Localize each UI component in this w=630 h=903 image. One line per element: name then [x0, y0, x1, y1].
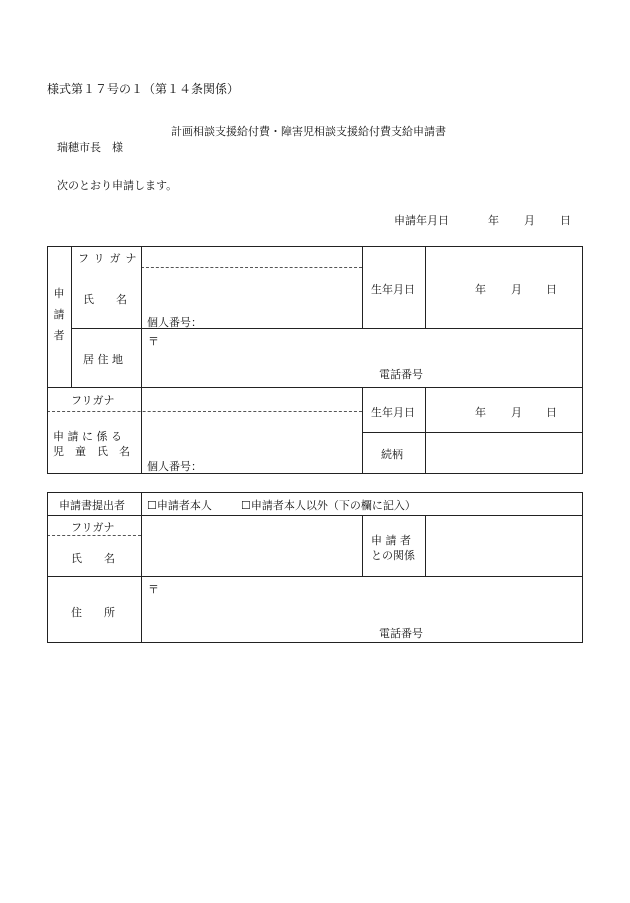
child-personal-number-label: 個人番号： [147, 460, 202, 473]
submitter-name-field[interactable] [142, 516, 361, 575]
child-dob-field[interactable] [426, 388, 581, 431]
submitter-name-label: 氏 名 [71, 552, 115, 565]
applicant-personal-number-label: 個人番号： [147, 316, 202, 329]
form-title: 計画相談支援給付費・障害児相談支援給付費支給申請書 [171, 125, 446, 138]
submitter-address-label: 住 所 [71, 606, 115, 619]
application-date-year: 年 [488, 214, 499, 227]
form-number: 様式第１７号の１（第１４条関係） [47, 82, 240, 96]
furigana-divider [47, 411, 362, 412]
applicant-phone-label: 電話番号 [379, 368, 423, 381]
applicant-dob-month: 月 [511, 283, 522, 296]
intro-text: 次のとおり申請します。 [57, 179, 178, 192]
child-dob-label: 生年月日 [371, 406, 415, 419]
applicant-furigana-field[interactable] [142, 247, 361, 266]
applicant-address-label: 居 住 地 [83, 353, 123, 366]
child-relation-field[interactable] [426, 433, 581, 472]
applicant-dob-day: 日 [546, 283, 557, 296]
table-border [47, 473, 583, 474]
application-date-day: 日 [560, 214, 571, 227]
child-dob-month: 月 [511, 406, 522, 419]
submitter-relation-field[interactable] [426, 516, 581, 575]
application-date-label: 申請年月日 [394, 214, 449, 227]
submitter-relation-label-2: との関係 [371, 549, 415, 562]
child-name-label-1: 申 請 に 係 る [53, 430, 122, 443]
applicant-postal-mark: 〒 [148, 335, 159, 348]
submitter-label: 申請書提出者 [59, 499, 125, 512]
applicant-dob-field[interactable] [426, 247, 581, 327]
applicant-label-char: 請 [53, 308, 65, 321]
table-border [47, 492, 48, 643]
applicant-dob-label: 生年月日 [371, 283, 415, 296]
applicant-label-char: 申 [53, 287, 65, 300]
submitter-relation-label-1: 申 請 者 [371, 534, 411, 547]
applicant-address-field[interactable] [142, 329, 581, 386]
submitter-option-other[interactable]: ☐申請者本人以外（下の欄に記入） [241, 499, 416, 512]
applicant-dob-year: 年 [475, 283, 486, 296]
table-border [47, 492, 583, 493]
table-border [582, 246, 583, 474]
child-name-field[interactable] [142, 413, 361, 453]
submitter-option-self[interactable]: ☐申請者本人 [147, 499, 212, 512]
submitter-postal-mark: 〒 [148, 583, 159, 596]
table-col-line [362, 246, 363, 328]
submitter-furigana-label: フリガナ [71, 521, 115, 534]
applicant-name-label: 氏 名 [83, 293, 127, 306]
child-relation-label: 続柄 [381, 448, 403, 461]
submitter-phone-label: 電話番号 [379, 627, 423, 640]
child-furigana-label: フリガナ [71, 394, 115, 407]
submitter-address-field[interactable] [142, 577, 581, 641]
table-col-line [71, 246, 72, 387]
addressee: 瑞穂市長 様 [57, 141, 123, 154]
table-col-line [362, 387, 363, 473]
applicant-vertical-label [51, 283, 67, 346]
child-dob-day: 日 [546, 406, 557, 419]
applicant-furigana-label: フリガナ [78, 252, 142, 265]
applicant-name-field[interactable] [142, 269, 361, 309]
furigana-divider [47, 535, 141, 536]
application-date-month: 月 [524, 214, 535, 227]
table-border [47, 246, 48, 474]
furigana-divider [141, 267, 362, 268]
table-border [47, 642, 583, 643]
child-name-label-2: 児 童 氏 名 [53, 445, 130, 458]
applicant-label-char: 者 [53, 329, 65, 342]
table-col-line [362, 515, 363, 576]
table-border [582, 492, 583, 643]
child-furigana-field[interactable] [142, 388, 361, 410]
child-dob-year: 年 [475, 406, 486, 419]
